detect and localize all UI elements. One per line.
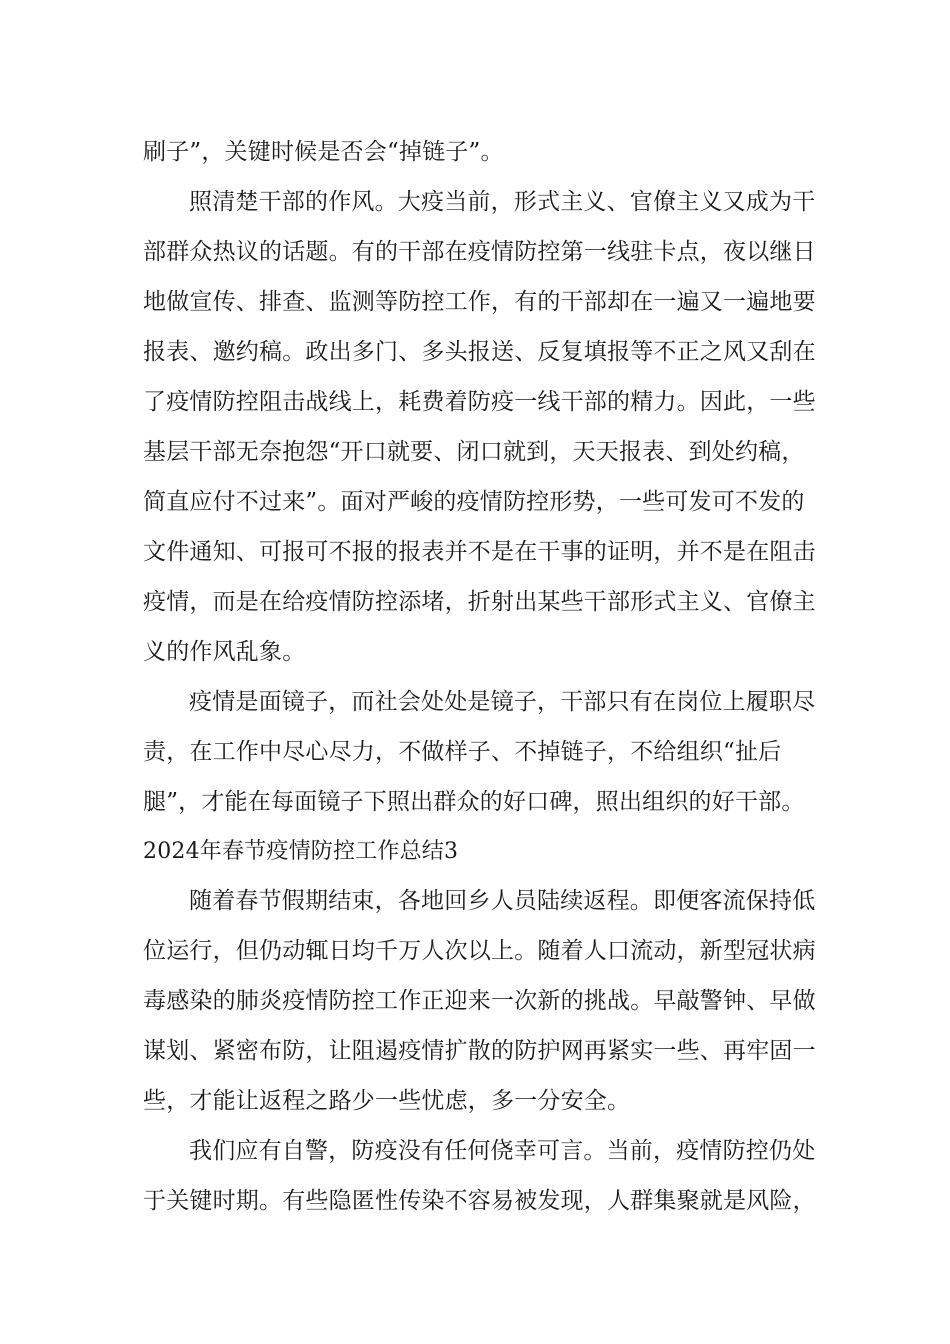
text-line: 部群众热议的话题。有的干部在疫情防控第一线驻卡点，夜以继日 bbox=[143, 239, 816, 265]
text-line: 报表、邀约稿。政出多门、多头报送、反复填报等不正之风又刮在 bbox=[143, 339, 816, 365]
section-heading: 2024年春节疫情防控工作总结3 bbox=[143, 839, 459, 864]
text-line: 地做宣传、排查、监测等防控工作，有的干部却在一遍又一遍地要 bbox=[143, 289, 816, 315]
paragraph-start-line: 随着春节假期结束，各地回乡人员陆续返程。即便客流保持低 bbox=[189, 888, 816, 914]
text-line: 腿”，才能在每面镜子下照出群众的好口碑，照出组织的好干部。 bbox=[143, 789, 805, 815]
text-line: 了疫情防控阻击战线上，耗费着防疫一线干部的精力。因此，一些 bbox=[143, 389, 816, 415]
text-line: 文件通知、可报可不报的报表并不是在干事的证明，并不是在阻击 bbox=[143, 539, 816, 565]
text-line: 简直应付不过来”。面对严峻的疫情防控形势，一些可发可不发的 bbox=[143, 489, 805, 515]
text-line: 疫情，而是在给疫情防控添堵，折射出某些干部形式主义、官僚主 bbox=[143, 589, 816, 615]
text-line: 基层干部无奈抱怨“开口就要、闭口就到，天天报表、到处约稿， bbox=[143, 439, 805, 465]
paragraph-start-line: 疫情是面镜子，而社会处处是镜子，干部只有在岗位上履职尽 bbox=[189, 689, 816, 715]
text-line: 于关键时期。有些隐匿性传染不容易被发现，人群集聚就是风险， bbox=[143, 1188, 816, 1214]
text-line: 责，在工作中尽心尽力，不做样子、不掉链子，不给组织“扯后 bbox=[143, 739, 782, 765]
text-line: 刷子”，关键时候是否会“掉链子”。 bbox=[143, 139, 504, 165]
text-line: 位运行，但仍动辄日均千万人次以上。随着人口流动，新型冠状病 bbox=[143, 938, 816, 964]
text-line: 谋划、紧密布防，让阻遏疫情扩散的防护网再紧实一些、再牢固一 bbox=[143, 1038, 816, 1064]
text-line: 些，才能让返程之路少一些忧虑，多一分安全。 bbox=[143, 1088, 631, 1114]
text-line: 毒感染的肺炎疫情防控工作正迎来一次新的挑战。早敲警钟、早做 bbox=[143, 988, 816, 1014]
text-line: 义的作风乱象。 bbox=[143, 639, 306, 665]
paragraph-start-line: 我们应有自警，防疫没有任何侥幸可言。当前，疫情防控仍处 bbox=[189, 1138, 816, 1164]
paragraph-start-line: 照清楚干部的作风。大疫当前，形式主义、官僚主义又成为干 bbox=[189, 189, 816, 215]
